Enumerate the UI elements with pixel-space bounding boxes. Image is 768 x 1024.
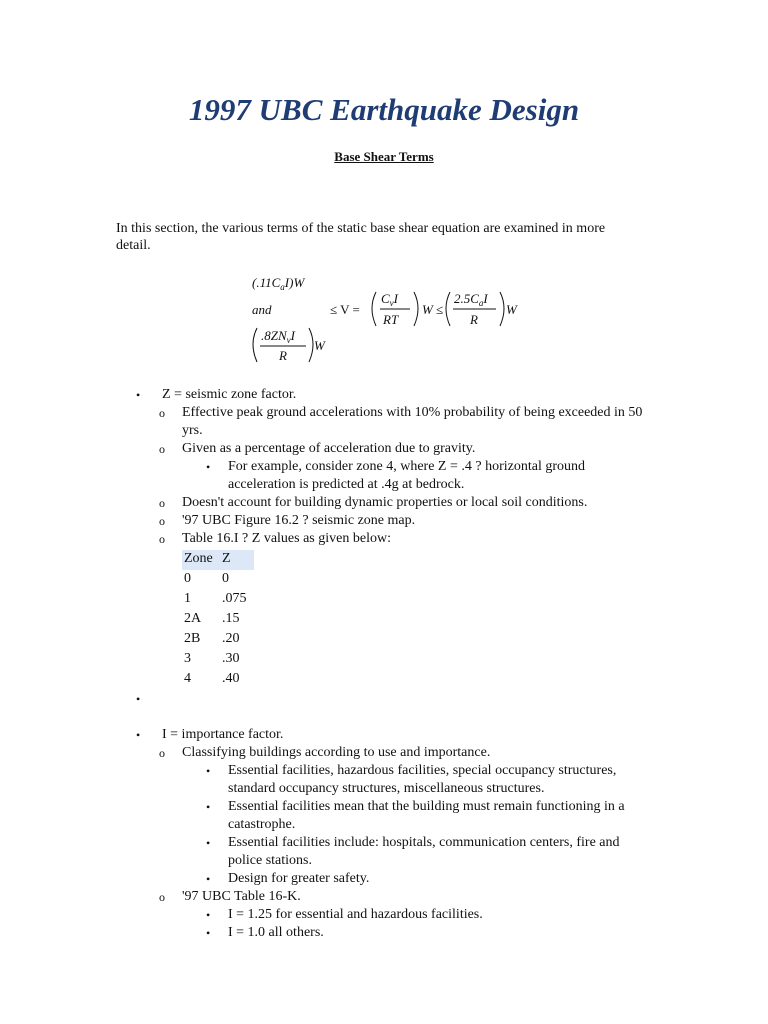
table-row (182, 670, 254, 690)
page-title: 1997 UBC Earthquake Design (188, 92, 580, 127)
list-item: o Effective peak ground accelerations with 10% probability of being exceeded in 50 yrs. (136, 404, 656, 440)
eq-leq-v: ≤ V = (330, 302, 360, 317)
table-row (182, 630, 254, 650)
eq-frac1-den: RT (383, 312, 399, 327)
table-row (182, 610, 254, 630)
list-item: • Essential facilities, hazardous facilities, special occupancy structures, standard occupancy structures, miscellaneous structures. (182, 762, 656, 798)
eq-w2: W (506, 302, 517, 317)
term-list (136, 386, 656, 942)
intro-paragraph: In this section, the various terms of the static base shear equation are examined in more detail. (116, 221, 606, 253)
eq-leq: ≤ (436, 302, 444, 317)
table-cell: 3 (184, 651, 191, 666)
importance-factor-item (136, 726, 656, 942)
eq-term-1: $(.11C_aI)W$ (252, 275, 305, 292)
table-cell: 2A (184, 611, 202, 626)
list-item: o Classifying buildings according to use and importance. • Essential facilities, hazardous facilities, special occupancy structures, standard occupancy structures, miscellaneous structures. • Essential facilities mean that the building must remain functioning in a catastrophe. • Essential facilities include: hospitals, communication centers, fire and police stations. • Design for greater safety. (136, 744, 656, 888)
list-item: • I = 1.25 for essential and hazardous facilities. (182, 906, 656, 924)
table-row (182, 650, 254, 670)
importance-factor-heading: • I = importance factor. (162, 727, 284, 742)
list-item: • I = 1.0 all others. (182, 924, 656, 942)
list-item: • Design for greater safety. (182, 870, 656, 888)
table-cell: 2B (184, 631, 201, 646)
eq-w1: W (422, 302, 433, 317)
table-cell: .40 (222, 671, 240, 686)
table-header-cell: Z (220, 550, 254, 570)
eq-frac3-num: $.8ZN_vI$ (261, 328, 295, 345)
eq-w3: W (314, 338, 325, 353)
z-factor-heading: • Z = seismic zone factor. (162, 387, 297, 402)
eq-frac2-num: $2.5C_aI$ (454, 291, 488, 308)
list-item: o Given as a percentage of acceleration due to gravity. • For example, consider zone 4, where Z = .4 ? horizontal ground acceleration is predicted at .4g at bedrock. (136, 440, 656, 494)
list-item: • For example, consider zone 4, where Z = .4 ? horizontal ground acceleration is predicted at .4g at bedrock. (182, 458, 656, 494)
table-row (182, 590, 254, 610)
table-cell: .15 (222, 611, 240, 626)
table-cell: .20 (222, 631, 240, 646)
table-row (182, 570, 254, 590)
table-cell: .075 (222, 591, 247, 606)
list-item: • Essential facilities include: hospitals, communication centers, fire and police stations. (182, 834, 656, 870)
eq-frac1-num: $C_vI$ (381, 291, 399, 308)
zone-factor-table (182, 550, 254, 690)
list-item: • Essential facilities mean that the building must remain functioning in a catastrophe. (182, 798, 656, 834)
base-shear-equation (250, 270, 540, 370)
table-cell: 1 (184, 591, 191, 606)
list-item: o '97 UBC Figure 16.2 ? seismic zone map. (136, 512, 656, 530)
list-item: o '97 UBC Table 16-K. • I = 1.25 for essential and hazardous facilities. • I = 1.0 all others. (136, 888, 656, 942)
table-cell: 4 (184, 671, 191, 686)
eq-frac2-den: R (470, 312, 478, 327)
table-header-row (182, 550, 254, 570)
list-item: o Table 16.I ? Z values as given below: Zone Z 0 0 1 .075 2A .15 2B .20 3 .30 4 .40 (136, 530, 656, 690)
list-item: o Doesn't account for building dynamic properties or local soil conditions. (136, 494, 656, 512)
eq-frac3-den: R (279, 348, 287, 363)
table-header-cell: Zone (182, 550, 220, 570)
z-factor-item (136, 386, 656, 690)
section-subtitle: Base Shear Terms (334, 149, 434, 164)
eq-and: and (252, 302, 272, 317)
empty-list-item (136, 690, 656, 726)
table-cell: 0 (222, 571, 229, 586)
table-cell: 0 (184, 571, 191, 586)
table-cell: .30 (222, 651, 240, 666)
